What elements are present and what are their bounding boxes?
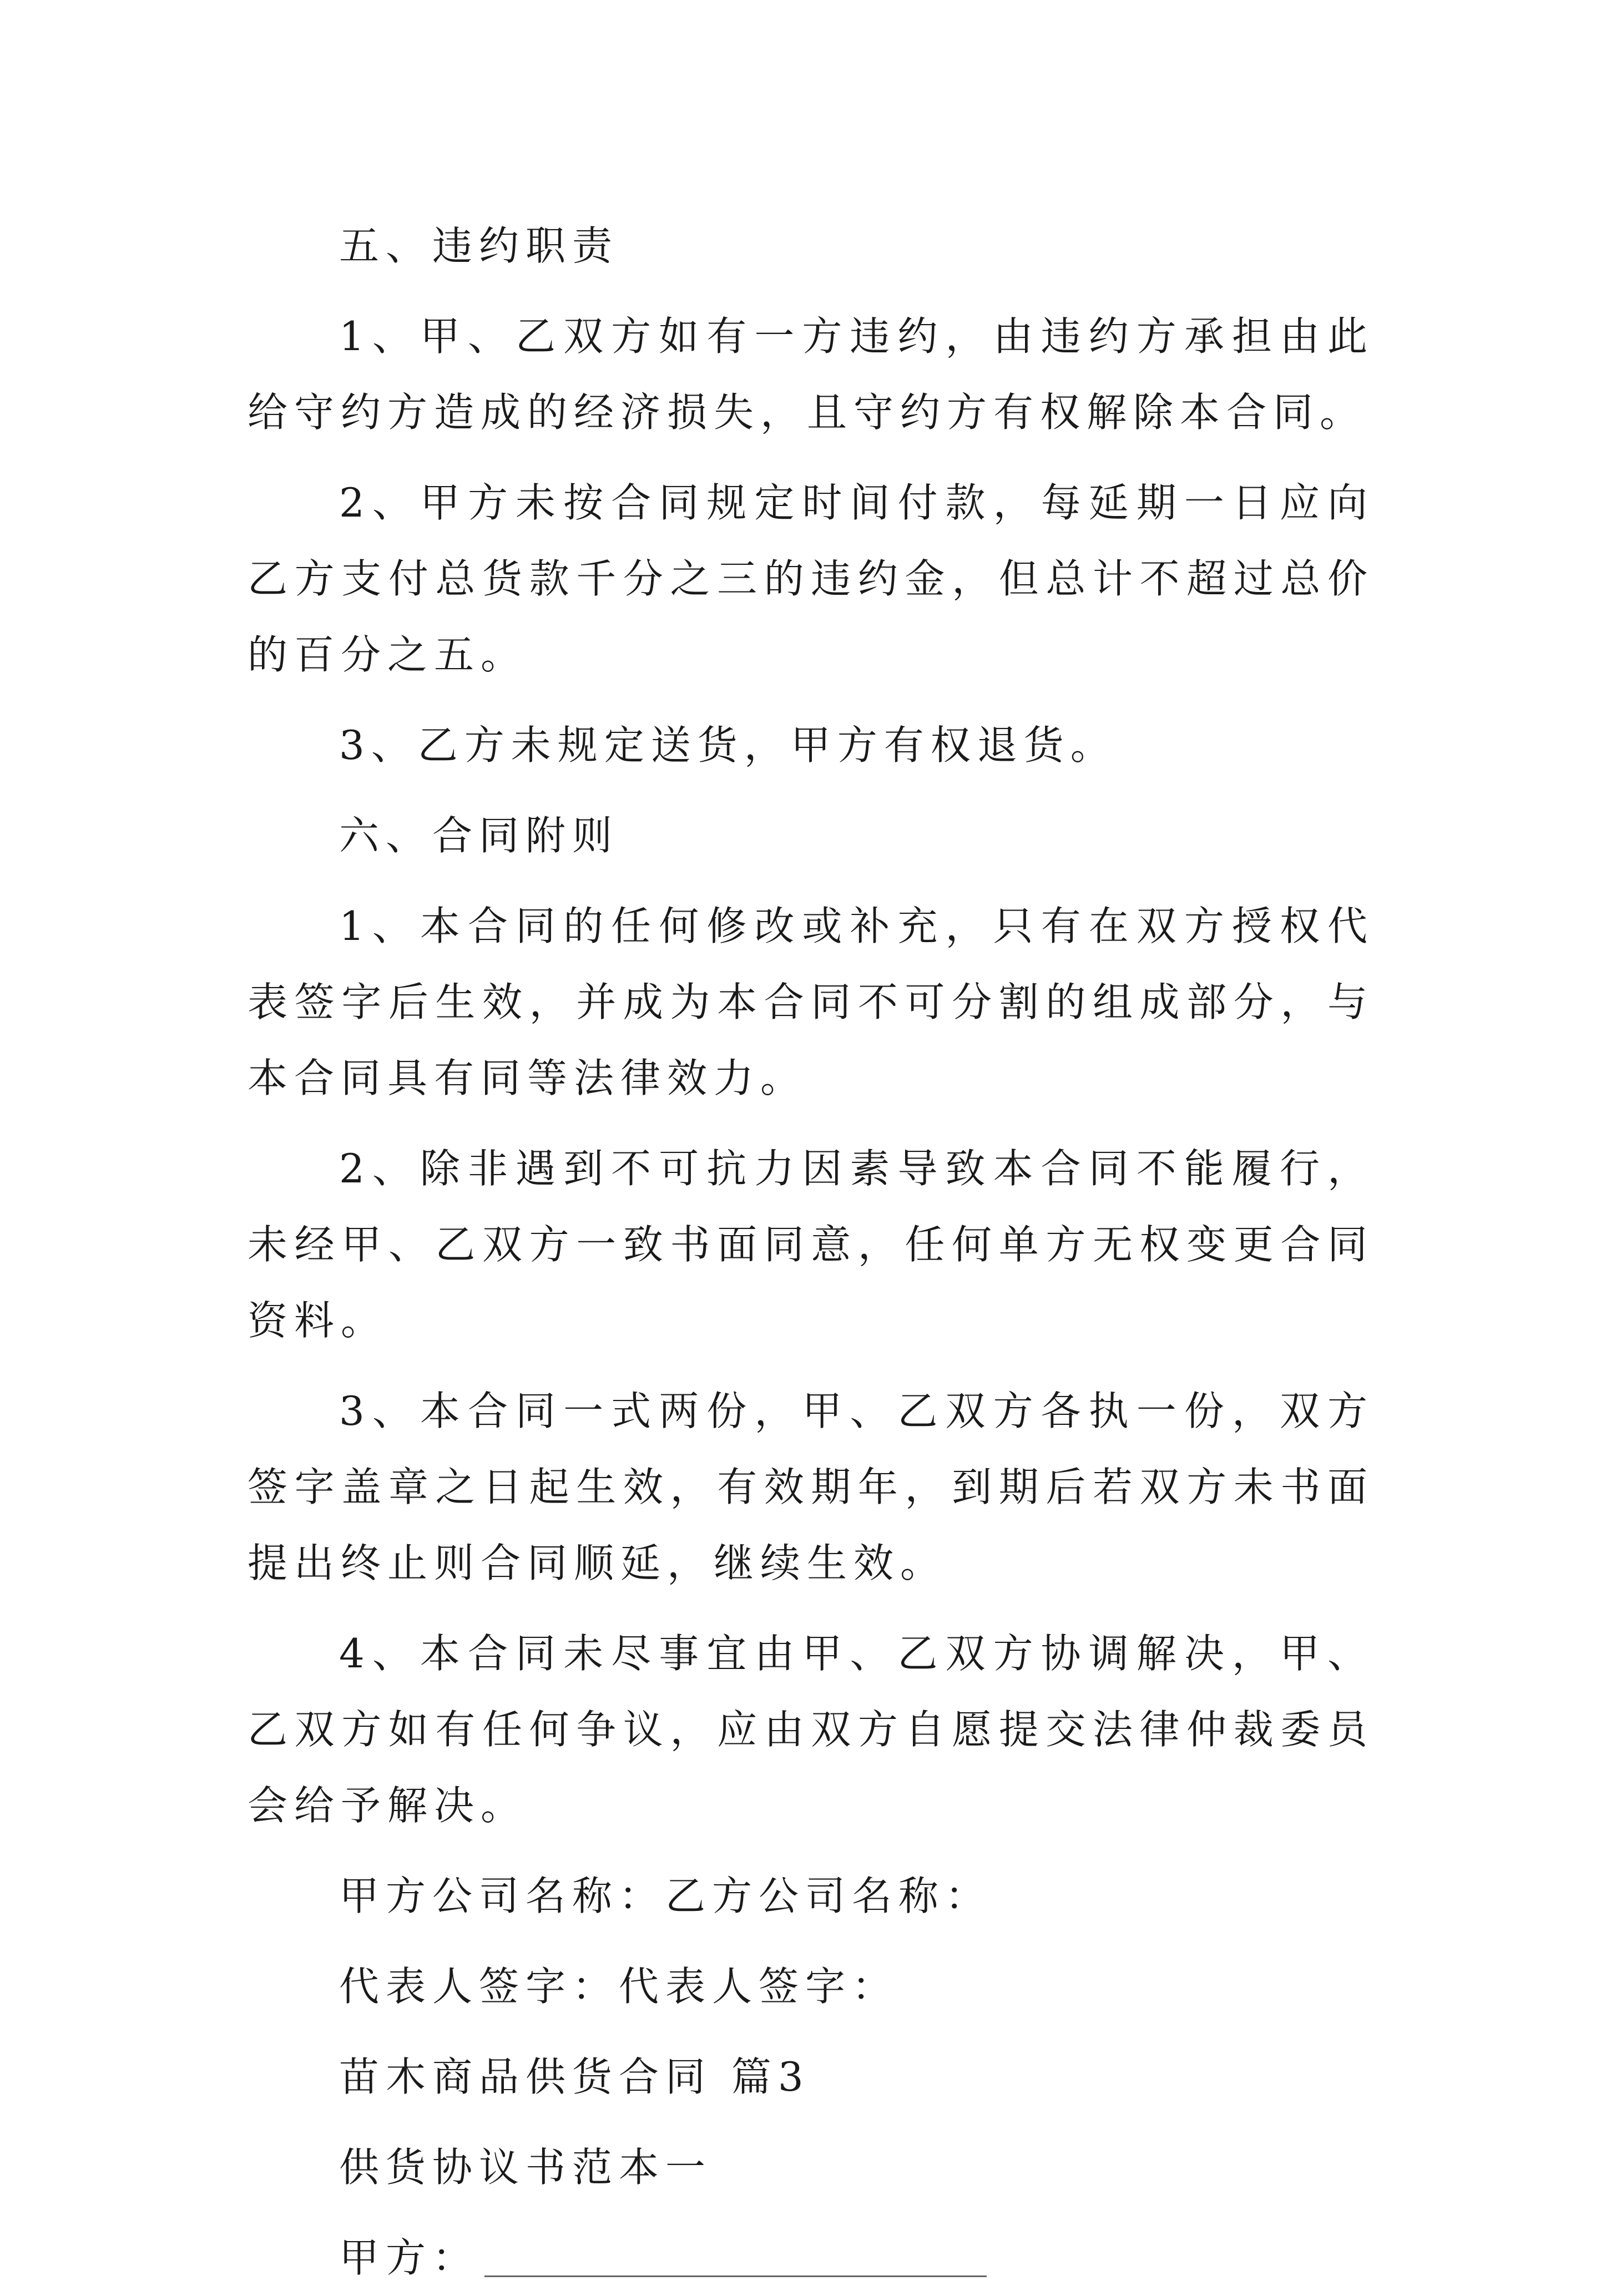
section-heading-breach: 五、违约职责 <box>339 222 619 269</box>
document-body <box>248 208 1374 2296</box>
contract-title: 苗木商品供货合同 篇3 <box>339 2054 810 2100</box>
clause-paragraph: 1、甲、乙双方如有一方违约，由违约方承担由此给守约方造成的经济损失，且守约方有权解除本合同。 <box>248 313 1374 436</box>
clause-paragraph: 3、乙方未规定送货，甲方有权退货。 <box>339 722 1117 768</box>
clause-paragraph: 4、本合同未尽事宜由甲、乙双方协调解决，甲、乙双方如有任何争议，应由双方自愿提交法律仲裁委员会给予解决。 <box>248 1630 1374 1829</box>
agreement-template-title: 供货协议书范本一 <box>339 2144 713 2191</box>
party-a-label: 甲方： <box>339 2234 479 2281</box>
party-a-blank <box>484 2275 987 2277</box>
party-a-line <box>248 2220 1374 2296</box>
company-names-line: 甲方公司名称：乙方公司名称： <box>339 1873 992 1919</box>
signature-line: 代表人签字：代表人签字： <box>339 1963 899 2010</box>
clause-paragraph: 3、本合同一式两份，甲、乙双方各执一份，双方签字盖章之日起生效，有效期年，到期后若双方未书面提出终止则合同顺延，继续生效。 <box>248 1388 1374 1586</box>
clause-paragraph: 1、本合同的任何修改或补充，只有在双方授权代表签字后生效，并成为本合同不可分割的组成部分，与本合同具有同等法律效力。 <box>248 903 1374 1101</box>
section-heading-supplementary: 六、合同附则 <box>339 812 619 859</box>
clause-paragraph: 2、除非遇到不可抗力因素导致本合同不能履行，未经甲、乙双方一致书面同意，任何单方无权变更合同资料。 <box>248 1145 1374 1344</box>
clause-paragraph: 2、甲方未按合同规定时间付款，每延期一日应向乙方支付总货款千分之三的违约金，但总计不超过总价的百分之五。 <box>248 479 1374 678</box>
